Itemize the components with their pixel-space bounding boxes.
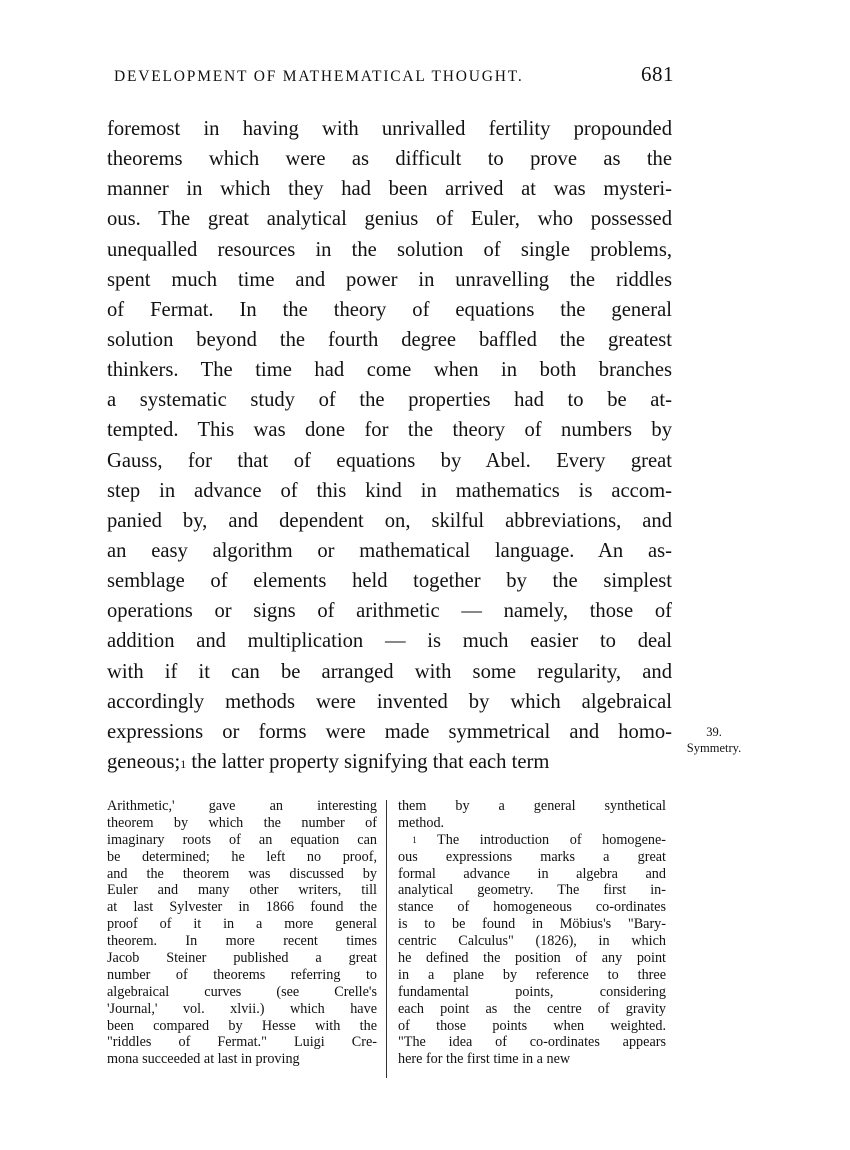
footnote-line: here for the first time in a new <box>398 1051 571 1068</box>
footnote-line: centric Calculus" (1826), in which <box>398 933 666 950</box>
footnote-line: number of theorems referring to <box>107 966 377 983</box>
body-line: solution beyond the fourth degree baffled the greatest <box>107 328 672 351</box>
footnote-line: 'Journal,' vol. xlvii.) which have <box>107 1000 377 1017</box>
margin-note-label: Symmetry. <box>686 741 742 755</box>
footnote-line: "The idea of co-ordinates appears <box>398 1034 666 1051</box>
body-line: step in advance of this kind in mathematics is accom- <box>107 479 672 502</box>
body-line: tempted. This was done for the theory of numbers by <box>107 419 672 442</box>
body-line: foremost in having with unrivalled fertility propounded <box>107 118 672 140</box>
body-line: a systematic study of the properties had to be at- <box>107 389 672 412</box>
body-line: Gauss, for that of equations by Abel. Every great <box>107 449 672 472</box>
footnote-line: ous expressions marks a great <box>398 848 666 865</box>
footnote-1-text: The introduction of homogene- <box>416 831 666 848</box>
margin-note <box>676 724 752 756</box>
footnote-line: theorem. In more recent times <box>107 933 377 950</box>
body-text-after-ref: the latter property signifying that each term <box>186 750 550 773</box>
footnote-line: of those points when weighted. <box>398 1017 666 1034</box>
footnote-column-left <box>107 798 377 1068</box>
footnote-line: analytical geometry. The first in- <box>398 882 666 899</box>
footnote-line: each point as the centre of gravity <box>398 1000 666 1017</box>
footnote-line: formal advance in algebra and <box>398 865 666 882</box>
footnote-line: Arithmetic,' gave an interesting <box>107 798 377 814</box>
footnote-line: and the theorem was discussed by <box>107 865 377 882</box>
footnote-line: is to be found in Möbius's "Bary- <box>398 916 666 933</box>
body-line: ous. The great analytical genius of Euler, who possessed <box>107 208 672 231</box>
footnote-line: be determined; he left no proof, <box>107 848 377 865</box>
running-title: DEVELOPMENT OF MATHEMATICAL THOUGHT. <box>114 68 524 85</box>
body-line: thinkers. The time had come when in both branches <box>107 359 672 382</box>
body-line: addition and multiplication — is much easier to deal <box>107 630 672 653</box>
footnote-line: at last Sylvester in 1866 found the <box>107 899 377 916</box>
footnote-1-first-line <box>398 832 666 849</box>
body-line: theorems which were as difficult to prove as the <box>107 148 672 171</box>
page-number: 681 <box>641 62 674 86</box>
body-line: accordingly methods were invented by which algebraical <box>107 690 672 713</box>
footnote-line: Jacob Steiner published a great <box>107 950 377 967</box>
footnote-line: "riddles of Fermat." Luigi Cre- <box>107 1034 377 1051</box>
body-text <box>107 114 672 777</box>
running-header <box>114 62 674 92</box>
body-line: with if it can be arranged with some regularity, and <box>107 660 672 683</box>
footnote-line: he defined the position of any point <box>398 950 666 967</box>
footnote-line: Euler and many other writers, till <box>107 882 377 899</box>
body-line: panied by, and dependent on, skilful abbreviations, and <box>107 509 672 532</box>
footnote-line: stance of homogeneous co-ordinates <box>398 899 666 916</box>
body-line: unequalled resources in the solution of single problems, <box>107 238 672 261</box>
footnote-line: mona succeeded at last in proving <box>107 1051 300 1068</box>
footnote-line: imaginary roots of an equation can <box>107 831 377 848</box>
body-line: operations or signs of arithmetic — namely, those of <box>107 600 672 623</box>
footnote-line: theorem by which the number of <box>107 814 377 831</box>
body-text-before-ref: geneous; <box>107 750 181 773</box>
footnote-line: method. <box>398 814 445 831</box>
footnote-line: proof of it in a more general <box>107 916 377 933</box>
footnote-column-right <box>398 798 666 1068</box>
body-line: semblage of elements held together by the simplest <box>107 570 672 593</box>
footnote-line: been compared by Hesse with the <box>107 1017 377 1034</box>
body-line: spent much time and power in unravelling the riddles <box>107 268 672 291</box>
body-line: expressions or forms were made symmetrical and homo- <box>107 720 672 743</box>
footnote-line: algebraical curves (see Crelle's <box>107 983 377 1000</box>
margin-note-number: 39. <box>706 725 722 739</box>
footnote-divider <box>386 800 387 1078</box>
footnote-line: them by a general synthetical <box>398 798 666 814</box>
body-line: of Fermat. In the theory of equations the general <box>107 298 672 321</box>
body-line-last <box>107 747 672 777</box>
body-line: manner in which they had been arrived at was mysteri- <box>107 178 672 201</box>
footnote-line: in a plane by reference to three <box>398 966 666 983</box>
footnote-marker: 1 <box>412 834 417 845</box>
footnote-reference: 1 <box>180 756 187 771</box>
body-line: an easy algorithm or mathematical language. An as- <box>107 539 672 562</box>
footnote-line: fundamental points, considering <box>398 983 666 1000</box>
